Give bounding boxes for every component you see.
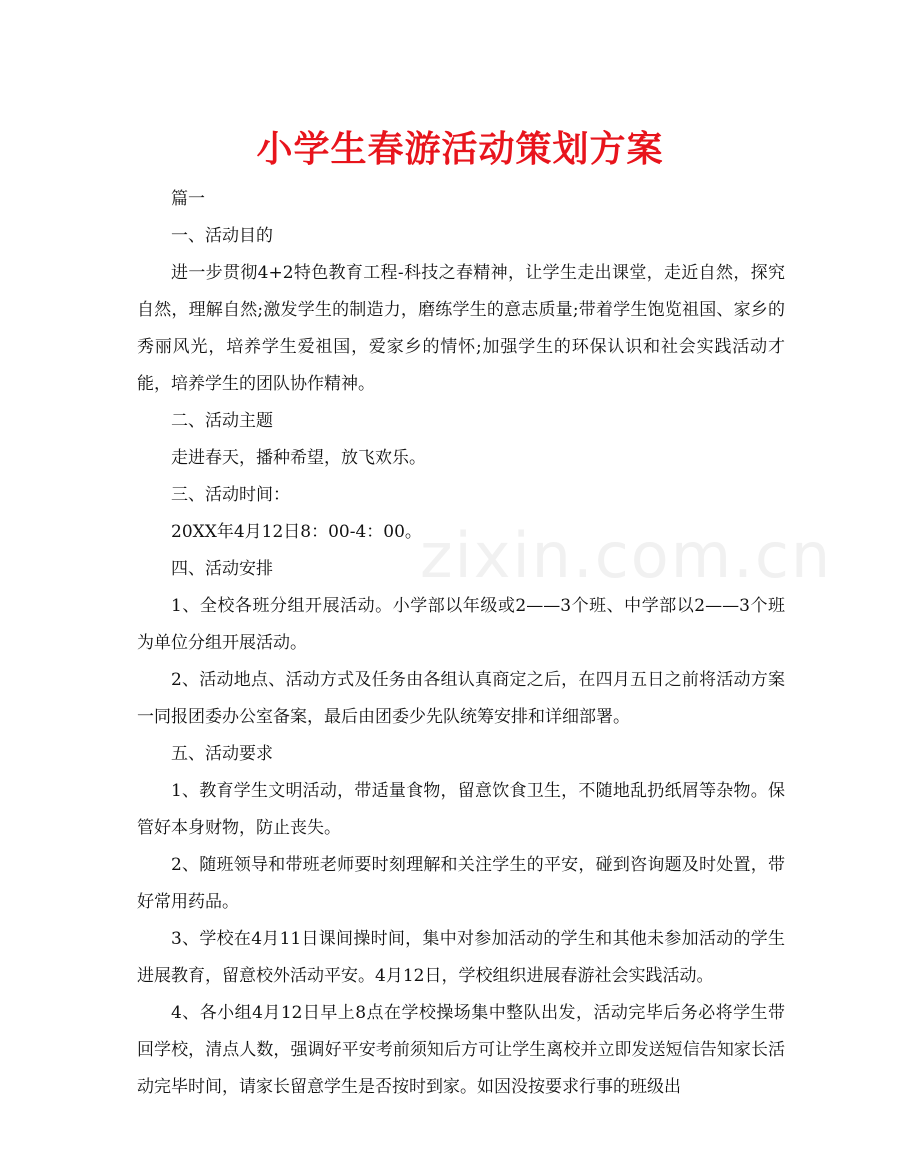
paragraph-arrangement-2: 2、活动地点、活动方式及任务由各组认真商定之后，在四月五日之前将活动方案一同报团委办公室备案，最后由团委少先队统筹安排和详细部署。 bbox=[137, 670, 785, 727]
paragraph-time: 20XX年4月12日8：00-4：00。 bbox=[171, 522, 422, 542]
paragraph-theme: 走进春天，播种希望，放飞欢乐。 bbox=[171, 448, 426, 468]
paragraph-requirement-1: 1、教育学生文明活动，带适量食物，留意饮食卫生，不随地乱扔纸屑等杂物。保管好本身财物，防止丧失。 bbox=[137, 781, 785, 838]
document-body bbox=[137, 181, 833, 1106]
document-title: 小学生春游活动策划方案 bbox=[256, 129, 664, 170]
heading-objective: 一、活动目的 bbox=[171, 226, 273, 246]
heading-requirements: 五、活动要求 bbox=[171, 744, 273, 764]
paragraph-requirement-3: 3、学校在4月11日课间操时间，集中对参加活动的学生和其他未参加活动的学生进展教育，留意校外活动平安。4月12日，学校组织进展春游社会实践活动。 bbox=[137, 929, 785, 986]
paragraph-requirement-2: 2、随班领导和带班老师要时刻理解和关注学生的平安，碰到咨询题及时处置，带好常用药品。 bbox=[137, 855, 785, 912]
heading-theme: 二、活动主题 bbox=[171, 411, 273, 431]
paragraph-requirement-4: 4、各小组4月12日早上8点在学校操场集中整队出发，活动完毕后务必将学生带回学校，清点人数，强调好平安考前须知后方可让学生离校并立即发送短信告知家长活动完毕时间，请家长留意学生是否按时到家。如因没按要求行事的班级出 bbox=[137, 1003, 785, 1097]
section-label: 篇一 bbox=[171, 189, 205, 209]
paragraph-objective: 进一步贯彻4+2特色教育工程-科技之春精神，让学生走出课堂，走近自然，探究自然，理解自然;激发学生的制造力，磨练学生的意志质量;带着学生饱览祖国、家乡的秀丽风光，培养学生爱祖国，爱家乡的情怀;加强学生的环保认识和社会实践活动才能，培养学生的团队协作精神。 bbox=[137, 263, 785, 394]
heading-time: 三、活动时间： bbox=[171, 485, 290, 505]
heading-arrangement: 四、活动安排 bbox=[171, 559, 273, 579]
watermark: zixin.com.cn bbox=[420, 519, 833, 592]
paragraph-arrangement-1: 1、全校各班分组开展活动。小学部以年级或2——3个班、中学部以2——3个班为单位分组开展活动。 bbox=[137, 596, 785, 653]
